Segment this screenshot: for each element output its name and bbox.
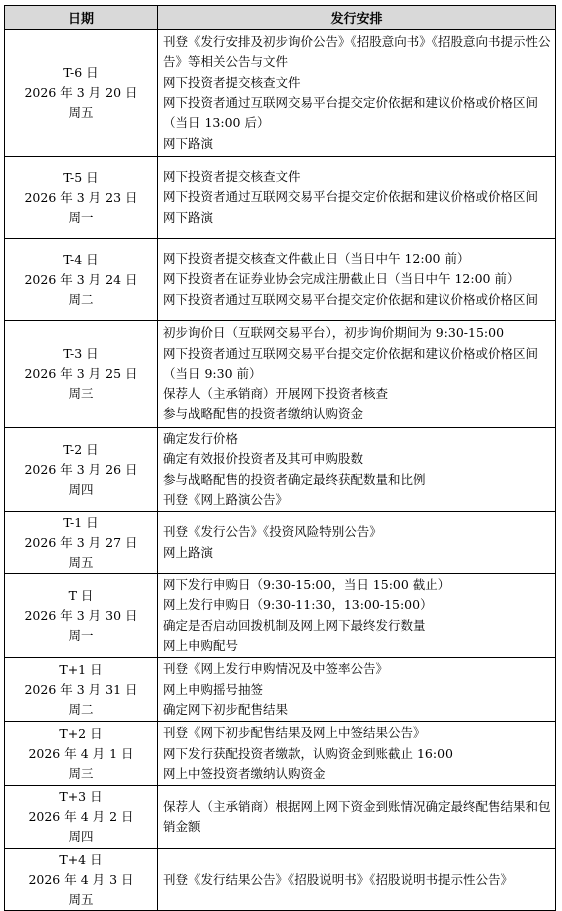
schedule-item: 确定有效报价投资者及其可申购股数 <box>163 451 364 467</box>
weekday-label: 周三 <box>68 765 94 781</box>
weekday-label: 周一 <box>68 627 94 643</box>
day-label: T 日 <box>68 587 94 603</box>
calendar-date: 2026 年 3 月 24 日 <box>24 271 138 287</box>
schedule-column-header: 发行安排 <box>158 6 556 30</box>
schedule-item: 参与战略配售的投资者确定最终获配数量和比例 <box>163 471 426 487</box>
weekday-label: 周五 <box>68 554 94 570</box>
schedule-cell <box>158 157 556 239</box>
schedule-cell <box>158 574 556 658</box>
weekday-label: 周三 <box>68 386 94 401</box>
schedule-row <box>5 658 556 722</box>
day-label: T-6 日 <box>63 65 99 80</box>
day-label: T-2 日 <box>63 441 99 457</box>
schedule-row <box>5 239 556 321</box>
date-cell <box>5 849 158 911</box>
calendar-date: 2026 年 3 月 23 日 <box>24 189 138 205</box>
weekday-label: 周五 <box>68 891 94 907</box>
schedule-cell <box>158 722 556 786</box>
date-cell <box>5 574 158 658</box>
schedule-cell <box>158 512 556 574</box>
calendar-date: 2026 年 3 月 26 日 <box>24 461 138 477</box>
schedule-item: 刊登《发行安排及初步询价公告》《招股意向书》《招股意向书提示性公告》等相关公告与文件 <box>163 34 551 70</box>
weekday-label: 周五 <box>68 105 94 120</box>
date-cell <box>5 428 158 512</box>
schedule-item: 网上中签投资者缴纳认购资金 <box>163 765 326 781</box>
schedule-body <box>5 30 556 911</box>
day-label: T+3 日 <box>59 789 103 805</box>
schedule-item: 网下发行申购日（9:30-15:00，当日 15:00 截止） <box>163 577 451 593</box>
schedule-table <box>4 5 556 911</box>
schedule-cell <box>158 321 556 428</box>
schedule-row <box>5 157 556 239</box>
day-label: T+1 日 <box>59 661 103 677</box>
date-cell <box>5 30 158 157</box>
schedule-row <box>5 321 556 428</box>
schedule-cell <box>158 239 556 321</box>
schedule-cell <box>158 658 556 722</box>
calendar-date: 2026 年 3 月 25 日 <box>24 366 138 381</box>
date-cell <box>5 512 158 574</box>
header-row <box>5 6 556 30</box>
date-cell <box>5 658 158 722</box>
schedule-row <box>5 30 556 157</box>
schedule-item: 网下路演 <box>163 135 214 151</box>
schedule-row <box>5 722 556 786</box>
schedule-item: 参与战略配售的投资者缴纳认购资金 <box>163 406 364 422</box>
schedule-row <box>5 512 556 574</box>
schedule-item: 网下投资者通过互联网交易平台提交定价依据和建议价格或价格区间（当日 9:30 前） <box>163 345 539 381</box>
schedule-item: 网下投资者在证券业协会完成注册截止日（当日中午 12:00 前） <box>163 271 520 287</box>
schedule-item: 网下投资者提交核查文件 <box>163 169 301 185</box>
schedule-item: 网下投资者通过互联网交易平台提交定价依据和建议价格或价格区间（当日 13:00 后） <box>163 95 539 131</box>
date-cell <box>5 786 158 849</box>
schedule-item: 初步询价日（互联网交易平台），初步询价期间为 9:30-15:00 <box>163 325 505 341</box>
schedule-item: 网下发行获配投资者缴款，认购资金到账截止 16:00 <box>163 745 453 761</box>
schedule-row <box>5 849 556 911</box>
schedule-cell <box>158 30 556 157</box>
weekday-label: 周二 <box>68 291 94 307</box>
day-label: T+2 日 <box>59 725 103 741</box>
schedule-item: 网上发行申购日（9:30-11:30，13:00-15:00） <box>163 597 433 613</box>
schedule-item: 网上路演 <box>163 544 214 560</box>
day-label: T-3 日 <box>63 346 99 361</box>
weekday-label: 周四 <box>68 829 94 845</box>
schedule-row <box>5 786 556 849</box>
day-label: T-5 日 <box>63 169 99 185</box>
calendar-date: 2026 年 4 月 2 日 <box>28 809 134 825</box>
schedule-item: 网下投资者提交核查文件 <box>163 74 301 90</box>
date-cell <box>5 321 158 428</box>
schedule-cell <box>158 428 556 512</box>
schedule-item: 保荐人（主承销商）开展网下投资者核查 <box>163 386 389 402</box>
calendar-date: 2026 年 3 月 31 日 <box>24 681 138 697</box>
schedule-item: 网上申购配号 <box>163 638 239 654</box>
day-label: T-1 日 <box>63 514 99 530</box>
schedule-item: 刊登《发行公告》《投资风险特别公告》 <box>163 524 382 540</box>
schedule-row <box>5 428 556 512</box>
schedule-item: 刊登《网上路演公告》 <box>163 491 289 507</box>
weekday-label: 周四 <box>68 481 94 497</box>
calendar-date: 2026 年 3 月 30 日 <box>24 607 138 623</box>
schedule-item: 网上申购摇号抽签 <box>163 681 264 697</box>
schedule-row <box>5 574 556 658</box>
schedule-item: 确定是否启动回拨机制及网上网下最终发行数量 <box>163 617 426 633</box>
date-column-header: 日期 <box>5 6 158 30</box>
schedule-item: 保荐人（主承销商）根据网上网下资金到账情况确定最终配售结果和包销金额 <box>163 798 551 835</box>
date-cell <box>5 239 158 321</box>
schedule-item: 确定发行价格 <box>163 431 239 446</box>
calendar-date: 2026 年 3 月 27 日 <box>24 534 138 550</box>
day-label: T+4 日 <box>59 851 103 867</box>
date-cell <box>5 157 158 239</box>
schedule-cell <box>158 786 556 849</box>
schedule-item: 网下投资者通过互联网交易平台提交定价依据和建议价格或价格区间 <box>163 291 539 307</box>
calendar-date: 2026 年 3 月 20 日 <box>24 85 138 100</box>
date-cell <box>5 722 158 786</box>
schedule-item: 确定网下初步配售结果 <box>163 701 289 717</box>
schedule-item: 刊登《网上发行申购情况及中签率公告》 <box>163 661 389 677</box>
calendar-date: 2026 年 4 月 3 日 <box>28 871 134 887</box>
weekday-label: 周一 <box>68 209 94 225</box>
schedule-item: 网下路演 <box>163 209 214 225</box>
schedule-cell <box>158 849 556 911</box>
schedule-item: 刊登《发行结果公告》《招股说明书》《招股说明书提示性公告》 <box>163 871 514 887</box>
schedule-item: 网下投资者通过互联网交易平台提交定价依据和建议价格或价格区间 <box>163 189 539 205</box>
weekday-label: 周二 <box>68 701 94 717</box>
day-label: T-4 日 <box>63 251 99 267</box>
schedule-item: 网下投资者提交核查文件截止日（当日中午 12:00 前） <box>163 251 470 267</box>
calendar-date: 2026 年 4 月 1 日 <box>28 745 134 761</box>
schedule-item: 刊登《网下初步配售结果及网上中签结果公告》 <box>163 725 426 741</box>
